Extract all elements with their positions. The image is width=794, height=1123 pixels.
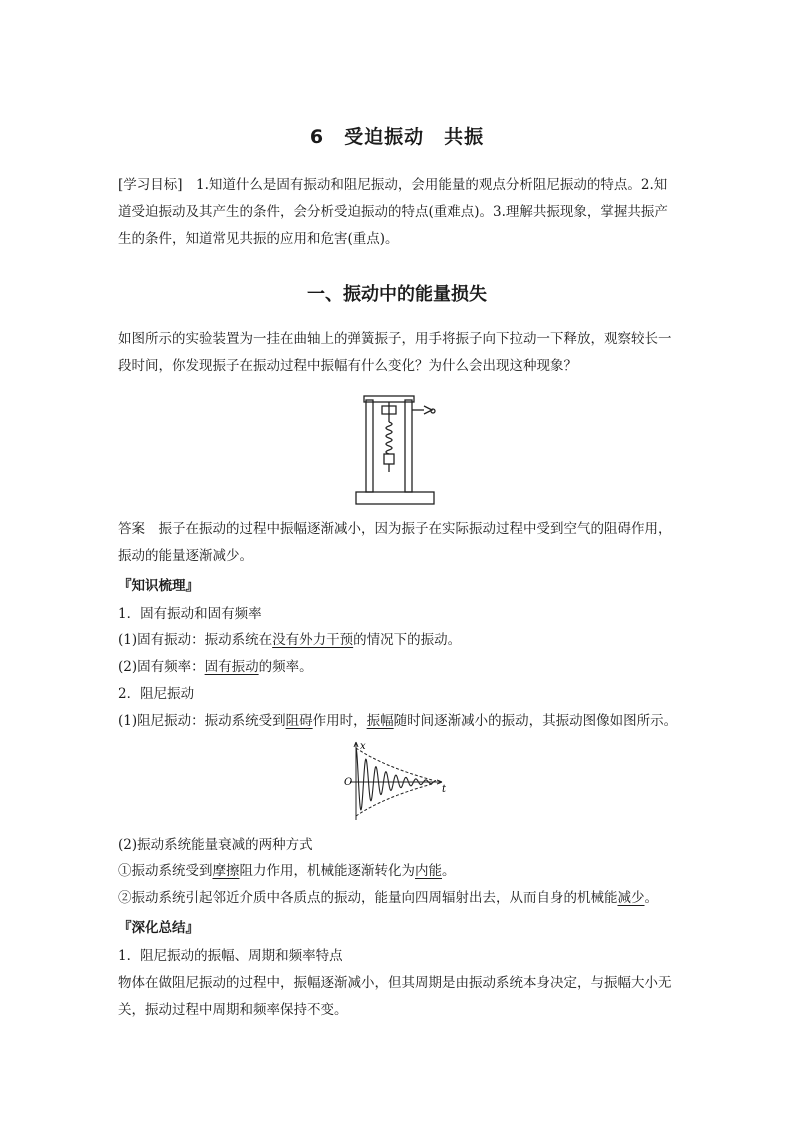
knowledge-item-2b: (2)振动系统能量衰减的两种方式 bbox=[118, 837, 313, 853]
y-axis-label: x bbox=[360, 741, 366, 752]
learning-goals bbox=[118, 172, 678, 253]
section-heading: 一、振动中的能量损失 bbox=[307, 284, 487, 305]
damped-oscillation-graph bbox=[342, 740, 454, 822]
learning-goals-text: 1.知道什么是固有振动和阻尼振动，会用能量的观点分析阻尼振动的特点。2.知道受迫振动及其产生的条件，会分析受迫振动的特点(重难点)。3.理解共振现象，掌握共振产生的条件，知道常见共振的应用和危害(重点)。 bbox=[118, 177, 668, 247]
knowledge-item-1: 1．固有振动和固有频率 bbox=[118, 606, 262, 622]
summary-text: 物体在做阻尼振动的过程中，振幅逐渐减小，但其周期是由振动系统本身决定，与振幅大小无关，振动过程中周期和频率保持不变。 bbox=[118, 975, 672, 1018]
answer-paragraph bbox=[118, 516, 678, 570]
blank-answer: 摩擦 bbox=[212, 863, 240, 879]
origin-label: O bbox=[344, 777, 353, 788]
knowledge-item-2a: (1)阻尼振动：振动系统受到阻碍作用时，振幅随时间逐渐减小的振动，其振动图像如图所示。 bbox=[118, 713, 678, 729]
blank-answer: 减少 bbox=[617, 890, 645, 906]
page-title: 6 受迫振动 共振 bbox=[309, 126, 485, 148]
x-axis-label: t bbox=[442, 784, 447, 795]
knowledge-item-1a: (1)固有振动：振动系统在没有外力干预的情况下的振动。 bbox=[118, 632, 462, 648]
answer-text: 振子在振动的过程中振幅逐渐减小，因为振子在实际振动过程中受到空气的阻碍作用，振动的能量逐渐减少。 bbox=[118, 521, 672, 564]
knowledge-item-1b: (2)固有频率：固有振动的频率。 bbox=[118, 659, 313, 675]
knowledge-item-2: 2．阻尼振动 bbox=[118, 686, 195, 702]
blank-answer: 内能 bbox=[415, 863, 442, 879]
blank-answer: 固有振动 bbox=[204, 659, 259, 675]
blank-answer: 阻碍 bbox=[285, 713, 313, 729]
spring-oscillator-apparatus-figure bbox=[352, 392, 438, 510]
learning-goals-tag: [学习目标] bbox=[118, 177, 183, 193]
blank-answer: 没有外力干预 bbox=[272, 632, 354, 648]
question-paragraph: 如图所示的实验装置为一挂在曲轴上的弹簧振子，用手将振子向下拉动一下释放，观察较长一段时间，你发现振子在振动过程中振幅有什么变化？为什么会出现这种现象？ bbox=[118, 331, 672, 374]
knowledge-item-2d: ②振动系统引起邻近介质中各质点的振动，能量向四周辐射出去，从而自身的机械能减少。 bbox=[118, 890, 658, 906]
knowledge-heading: 『知识梳理』 bbox=[118, 578, 199, 594]
knowledge-item-2c: ①振动系统受到摩擦阻力作用，机械能逐渐转化为内能。 bbox=[118, 863, 456, 879]
answer-label: 答案 bbox=[118, 521, 145, 537]
summary-item-1: 1．阻尼振动的振幅、周期和频率特点 bbox=[118, 948, 343, 964]
summary-heading: 『深化总结』 bbox=[118, 920, 199, 936]
blank-answer: 振幅 bbox=[366, 713, 394, 729]
